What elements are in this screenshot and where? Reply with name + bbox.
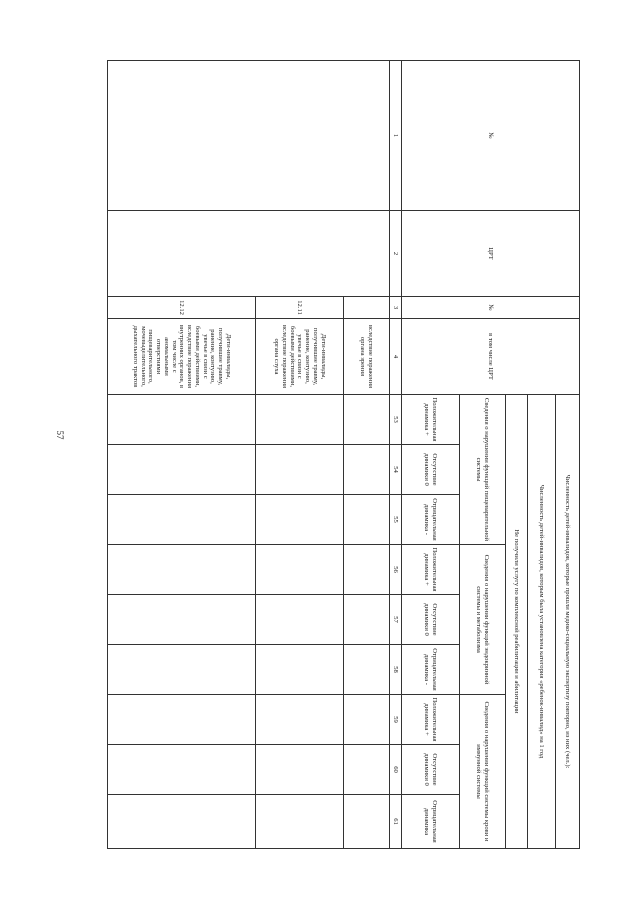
sub-header: Положительная динамика + (402, 695, 460, 745)
data-cell (108, 545, 256, 595)
column-number: 58 (390, 645, 402, 695)
header-sub-crt: в том числе ЦРТ (402, 319, 580, 395)
data-cell (256, 445, 344, 495)
header-row-top (556, 61, 580, 849)
sub-header: Отрицательная динамика (402, 795, 460, 849)
row-num (108, 61, 390, 211)
data-cell (108, 645, 256, 695)
data-cell (256, 745, 344, 795)
data-cell (108, 795, 256, 849)
data-cell (256, 595, 344, 645)
column-number: 2 (390, 211, 402, 297)
row-code (344, 297, 390, 319)
sub-header: Отсутствие динамики 0 (402, 745, 460, 795)
column-number: 4 (390, 319, 402, 395)
data-cell (344, 695, 390, 745)
data-cell (108, 695, 256, 745)
row-text: Дети-инвалиды, получившие травму, ранение, контузию, увечье в связи с боевыми действиями, вследствие поражения внутренних органов, в том числе с аномальными отверстиями пищеварительного, мочевыделительного, дыхательного трактов (108, 319, 256, 395)
row-crt (108, 211, 390, 297)
data-cell (344, 395, 390, 445)
sub-header: Отсутствие динамики 0 (402, 445, 460, 495)
sub-header: Отрицательная динамика - (402, 495, 460, 545)
data-cell (256, 395, 344, 445)
data-cell (344, 795, 390, 849)
row-text: Дети-инвалиды, получившие травму, ранение, контузию, увечье в связи с боевыми действиями, вследствие поражения органа слуха (256, 319, 344, 395)
data-cell (256, 645, 344, 695)
data-cell (344, 495, 390, 545)
report-table (107, 60, 580, 849)
data-cell (256, 695, 344, 745)
sub-header: Положительная динамика + (402, 395, 460, 445)
group-endocrine: Сведения о нарушении функций эндокринной системы и метаболизма (460, 545, 506, 695)
data-cell (344, 595, 390, 645)
column-number-row (390, 61, 402, 849)
sub-header: Положительная динамика + (402, 545, 460, 595)
column-number: 3 (390, 297, 402, 319)
data-cell (108, 445, 256, 495)
data-cell (344, 745, 390, 795)
data-cell (344, 445, 390, 495)
column-number: 61 (390, 795, 402, 849)
data-cell (256, 495, 344, 545)
data-cell (108, 395, 256, 445)
rotated-table-page (60, 60, 580, 848)
column-number: 60 (390, 745, 402, 795)
column-number: 1 (390, 61, 402, 211)
data-cell (256, 795, 344, 849)
column-number: 57 (390, 595, 402, 645)
column-number: 54 (390, 445, 402, 495)
data-cell (108, 745, 256, 795)
header-sub-num: № (402, 297, 580, 319)
group-digestive: Сведения о нарушении функций пищеварительной системы (460, 395, 506, 545)
data-cell (256, 545, 344, 595)
column-number: 53 (390, 395, 402, 445)
column-number: 56 (390, 545, 402, 595)
row-code: 12.11 (256, 297, 344, 319)
data-cell (344, 645, 390, 695)
data-cell (108, 495, 256, 545)
row-text: вследствие поражения органа зрения (344, 319, 390, 395)
sub-header: Отсутствие динамики 0 (402, 595, 460, 645)
table-row (344, 61, 390, 849)
data-cell (108, 595, 256, 645)
header-crt: ЦРТ (402, 211, 580, 297)
group-blood-immune: Сведения о нарушении функций системы крови и иммунной системы (460, 695, 506, 849)
row-code: 12.12 (108, 297, 256, 319)
column-number: 55 (390, 495, 402, 545)
data-cell (344, 545, 390, 595)
page-number: 57 (55, 430, 65, 440)
header-num: № (402, 61, 580, 211)
header-one-year: Численность детей-инвалидов, которым была установлена категория «ребенок-инвалид» на 1 год (528, 395, 556, 849)
sub-header: Отрицательная динамика - (402, 645, 460, 695)
column-number: 59 (390, 695, 402, 745)
header-repeat-exam: Численность детей-инвалидов, которые прошли медико-социальную экспертизу повторно, из них (чел.): (556, 395, 580, 849)
header-no-service: Не получили услугу по комплексной реабилитации и абилитации (506, 395, 528, 849)
